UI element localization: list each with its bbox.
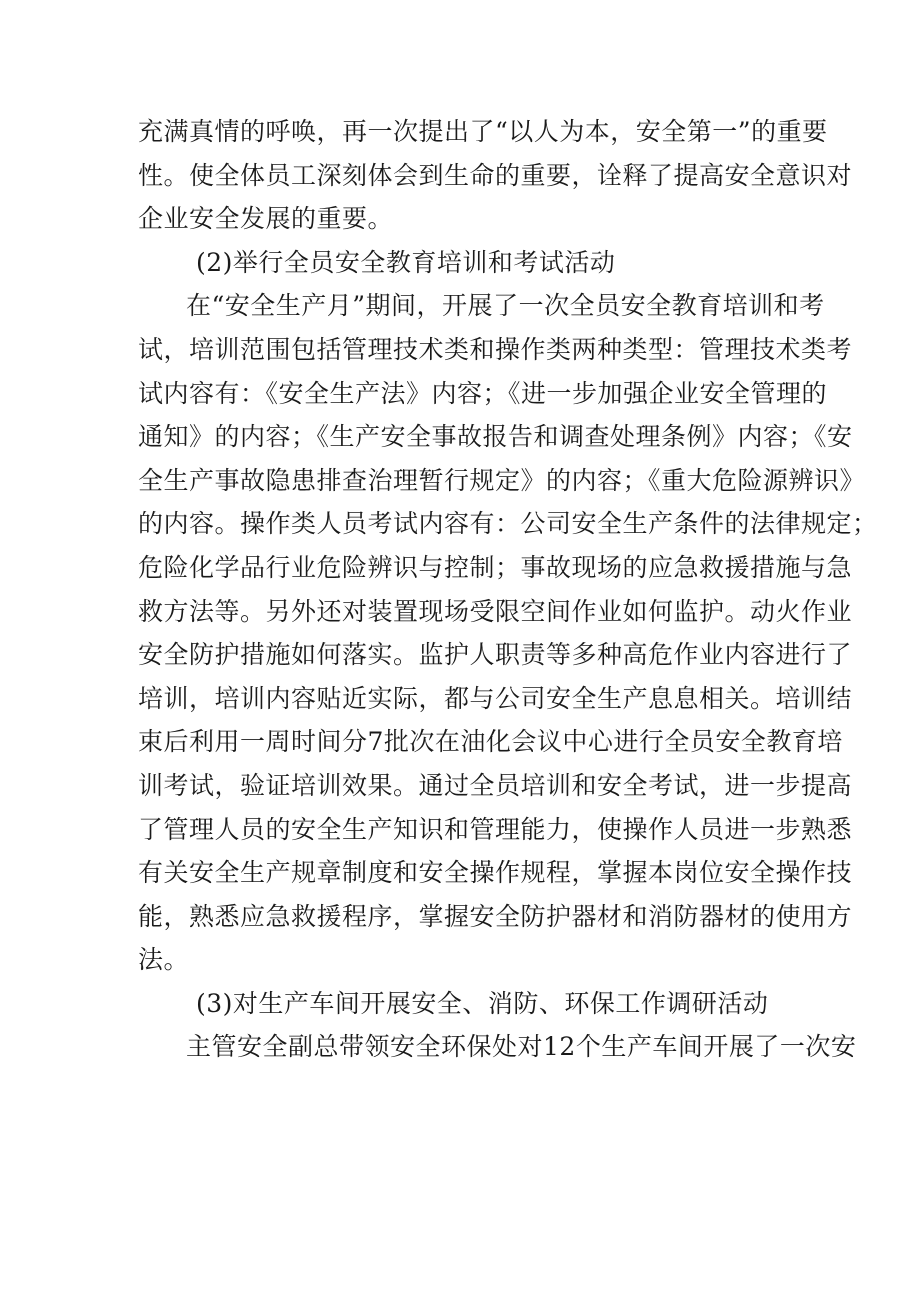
- document-body: [138, 110, 878, 1069]
- paragraph-line: 充满真情的呼唤，再一次提出了“以人为本，安全第一”的重要: [138, 117, 828, 146]
- paragraph-line: 危险化学品行业危险辨识与控制；事故现场的应急救援措施与急: [138, 552, 853, 582]
- paragraph-line: 训考试，验证培训效果。通过全员培训和安全考试，进一步提高: [138, 770, 853, 800]
- paragraph-line: 有关安全生产规章制度和安全操作规程，掌握本岗位安全操作技: [138, 858, 853, 888]
- paragraph-line: 能，熟悉应急救援程序，掌握安全防护器材和消防器材的使用方: [138, 901, 853, 931]
- paragraph-line: 主管安全副总带领安全环保处对12个生产车间开展了一次安: [186, 1032, 857, 1062]
- paragraph-line: 企业安全发展的重要。: [138, 204, 394, 234]
- section-heading: (3)对生产车间开展安全、消防、环保工作调研活动: [196, 988, 769, 1018]
- paragraph-line: 了管理人员的安全生产知识和管理能力，使操作人员进一步熟悉: [138, 814, 853, 844]
- paragraph-line: 安全防护措施如何落实。监护人职责等多种高危作业内容进行了: [138, 640, 853, 670]
- paragraph-line: 试内容有：《安全生产法》内容；《进一步加强企业安全管理的: [138, 378, 828, 408]
- paragraph-line: 全生产事故隐患排查治理暂行规定》的内容；《重大危险源辨识》: [138, 465, 866, 495]
- paragraph-line: 法。: [138, 945, 190, 975]
- paragraph-line: 性。使全体员工深刻体会到生命的重要，诠释了提高安全意识对: [138, 160, 853, 190]
- paragraph-line: 培训，培训内容贴近实际，都与公司安全生产息息相关。培训结: [138, 683, 853, 713]
- paragraph-line: 的内容。操作类人员考试内容有：公司安全生产条件的法律规定；: [138, 509, 878, 539]
- paragraph-line: 束后利用一周时间分7批次在油化会议中心进行全员安全教育培: [138, 727, 843, 757]
- section-heading: (2)举行全员安全教育培训和考试活动: [196, 247, 616, 277]
- paragraph-line: 试，培训范围包括管理技术类和操作类两种类型：管理技术类考: [138, 334, 853, 364]
- paragraph-line: 在“安全生产月”期间，开展了一次全员安全教育培训和考: [186, 291, 825, 321]
- paragraph-line: 救方法等。另外还对装置现场受限空间作业如何监护。动火作业: [138, 596, 853, 626]
- paragraph-line: 通知》的内容；《生产安全事故报告和调查处理条例》内容；《安: [138, 422, 853, 452]
